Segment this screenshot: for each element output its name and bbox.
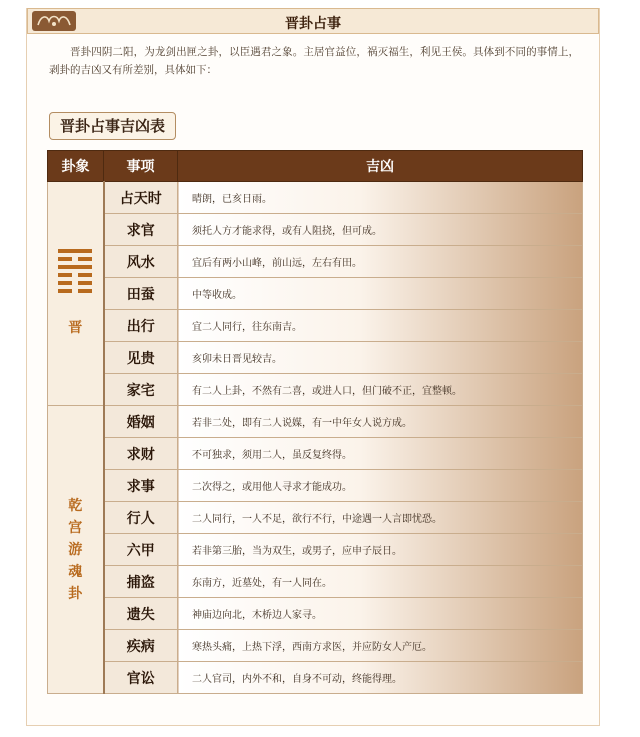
table-row bbox=[48, 662, 583, 694]
row-result: 亥卯未日晋见较吉。 bbox=[178, 342, 583, 374]
row-item: 疾病 bbox=[104, 630, 178, 662]
row-result: 东南方，近墓处，有一人同在。 bbox=[178, 566, 583, 598]
header-result: 吉凶 bbox=[178, 151, 583, 182]
table-row bbox=[48, 566, 583, 598]
row-result: 不可独求，须用二人，虽反复终得。 bbox=[178, 438, 583, 470]
row-result: 神庙边向北，木桥边人家寻。 bbox=[178, 598, 583, 630]
row-item: 家宅 bbox=[104, 374, 178, 406]
row-item: 风水 bbox=[104, 246, 178, 278]
table-row bbox=[48, 598, 583, 630]
row-item: 田蚕 bbox=[104, 278, 178, 310]
row-item: 六甲 bbox=[104, 534, 178, 566]
row-result: 晴朗，已亥日雨。 bbox=[178, 182, 583, 214]
table-row bbox=[48, 406, 583, 438]
table-heading: 晋卦占事吉凶表 bbox=[49, 112, 176, 140]
table-row bbox=[48, 438, 583, 470]
row-item: 官讼 bbox=[104, 662, 178, 694]
table-row bbox=[48, 182, 583, 214]
row-item: 占天时 bbox=[104, 182, 178, 214]
page-title: 晋卦占事 bbox=[285, 16, 341, 32]
row-item: 求事 bbox=[104, 470, 178, 502]
table-row bbox=[48, 246, 583, 278]
row-result: 二人官司，内外不和，自身不可动，终能得理。 bbox=[178, 662, 583, 694]
table-row bbox=[48, 374, 583, 406]
row-result: 中等收成。 bbox=[178, 278, 583, 310]
row-item: 见贵 bbox=[104, 342, 178, 374]
row-result: 寒热头痛，上热下浮，西南方求医，并应防女人产厄。 bbox=[178, 630, 583, 662]
hexagram-cell bbox=[48, 182, 104, 406]
row-result: 宜后有两小山峰，前山远，左右有田。 bbox=[178, 246, 583, 278]
row-result: 若非第三胎，当为双生，或男子，应申子辰日。 bbox=[178, 534, 583, 566]
row-item: 行人 bbox=[104, 502, 178, 534]
row-item: 出行 bbox=[104, 310, 178, 342]
title-bar bbox=[27, 8, 599, 34]
divination-table bbox=[47, 150, 582, 694]
row-item: 求财 bbox=[104, 438, 178, 470]
header-item: 事项 bbox=[104, 151, 178, 182]
article-page bbox=[26, 8, 600, 726]
row-result: 须托人方才能求得，或有人阻挠，但可成。 bbox=[178, 214, 583, 246]
table-row bbox=[48, 310, 583, 342]
row-result: 宜二人同行，往东南吉。 bbox=[178, 310, 583, 342]
header-hexagram: 卦象 bbox=[48, 151, 104, 182]
row-result: 有二人上卦，不然有二喜，或进人口，但门破不正，宜整顿。 bbox=[178, 374, 583, 406]
table-row bbox=[48, 278, 583, 310]
palace-label: 乾 宫 游 魂 卦 bbox=[68, 497, 83, 602]
row-item: 求官 bbox=[104, 214, 178, 246]
row-result: 若非二处，即有二人说媒，有一中年女人说方成。 bbox=[178, 406, 583, 438]
row-item: 婚姻 bbox=[104, 406, 178, 438]
table-row bbox=[48, 342, 583, 374]
row-result: 二人同行，一人不足，欲行不行，中途遇一人言即忧恐。 bbox=[178, 502, 583, 534]
row-item: 捕盗 bbox=[104, 566, 178, 598]
row-result: 二次得之，或用他人寻求才能成功。 bbox=[178, 470, 583, 502]
table-row bbox=[48, 534, 583, 566]
row-item: 遗失 bbox=[104, 598, 178, 630]
table-row bbox=[48, 470, 583, 502]
palace-cell bbox=[48, 406, 104, 694]
table-row bbox=[48, 502, 583, 534]
table-header-row bbox=[48, 151, 583, 182]
hexagram-name: 晋 bbox=[68, 319, 83, 336]
intro-paragraph: 晋卦四阴二阳，为龙剑出匣之卦，以臣遇君之象。主居官益位，祸灭福生，利见王侯。具体到不同的事情上，剥卦的吉凶又有所差别，具体如下： bbox=[49, 46, 579, 76]
table-row bbox=[48, 214, 583, 246]
table-row bbox=[48, 630, 583, 662]
jin-hexagram-icon bbox=[48, 249, 103, 293]
